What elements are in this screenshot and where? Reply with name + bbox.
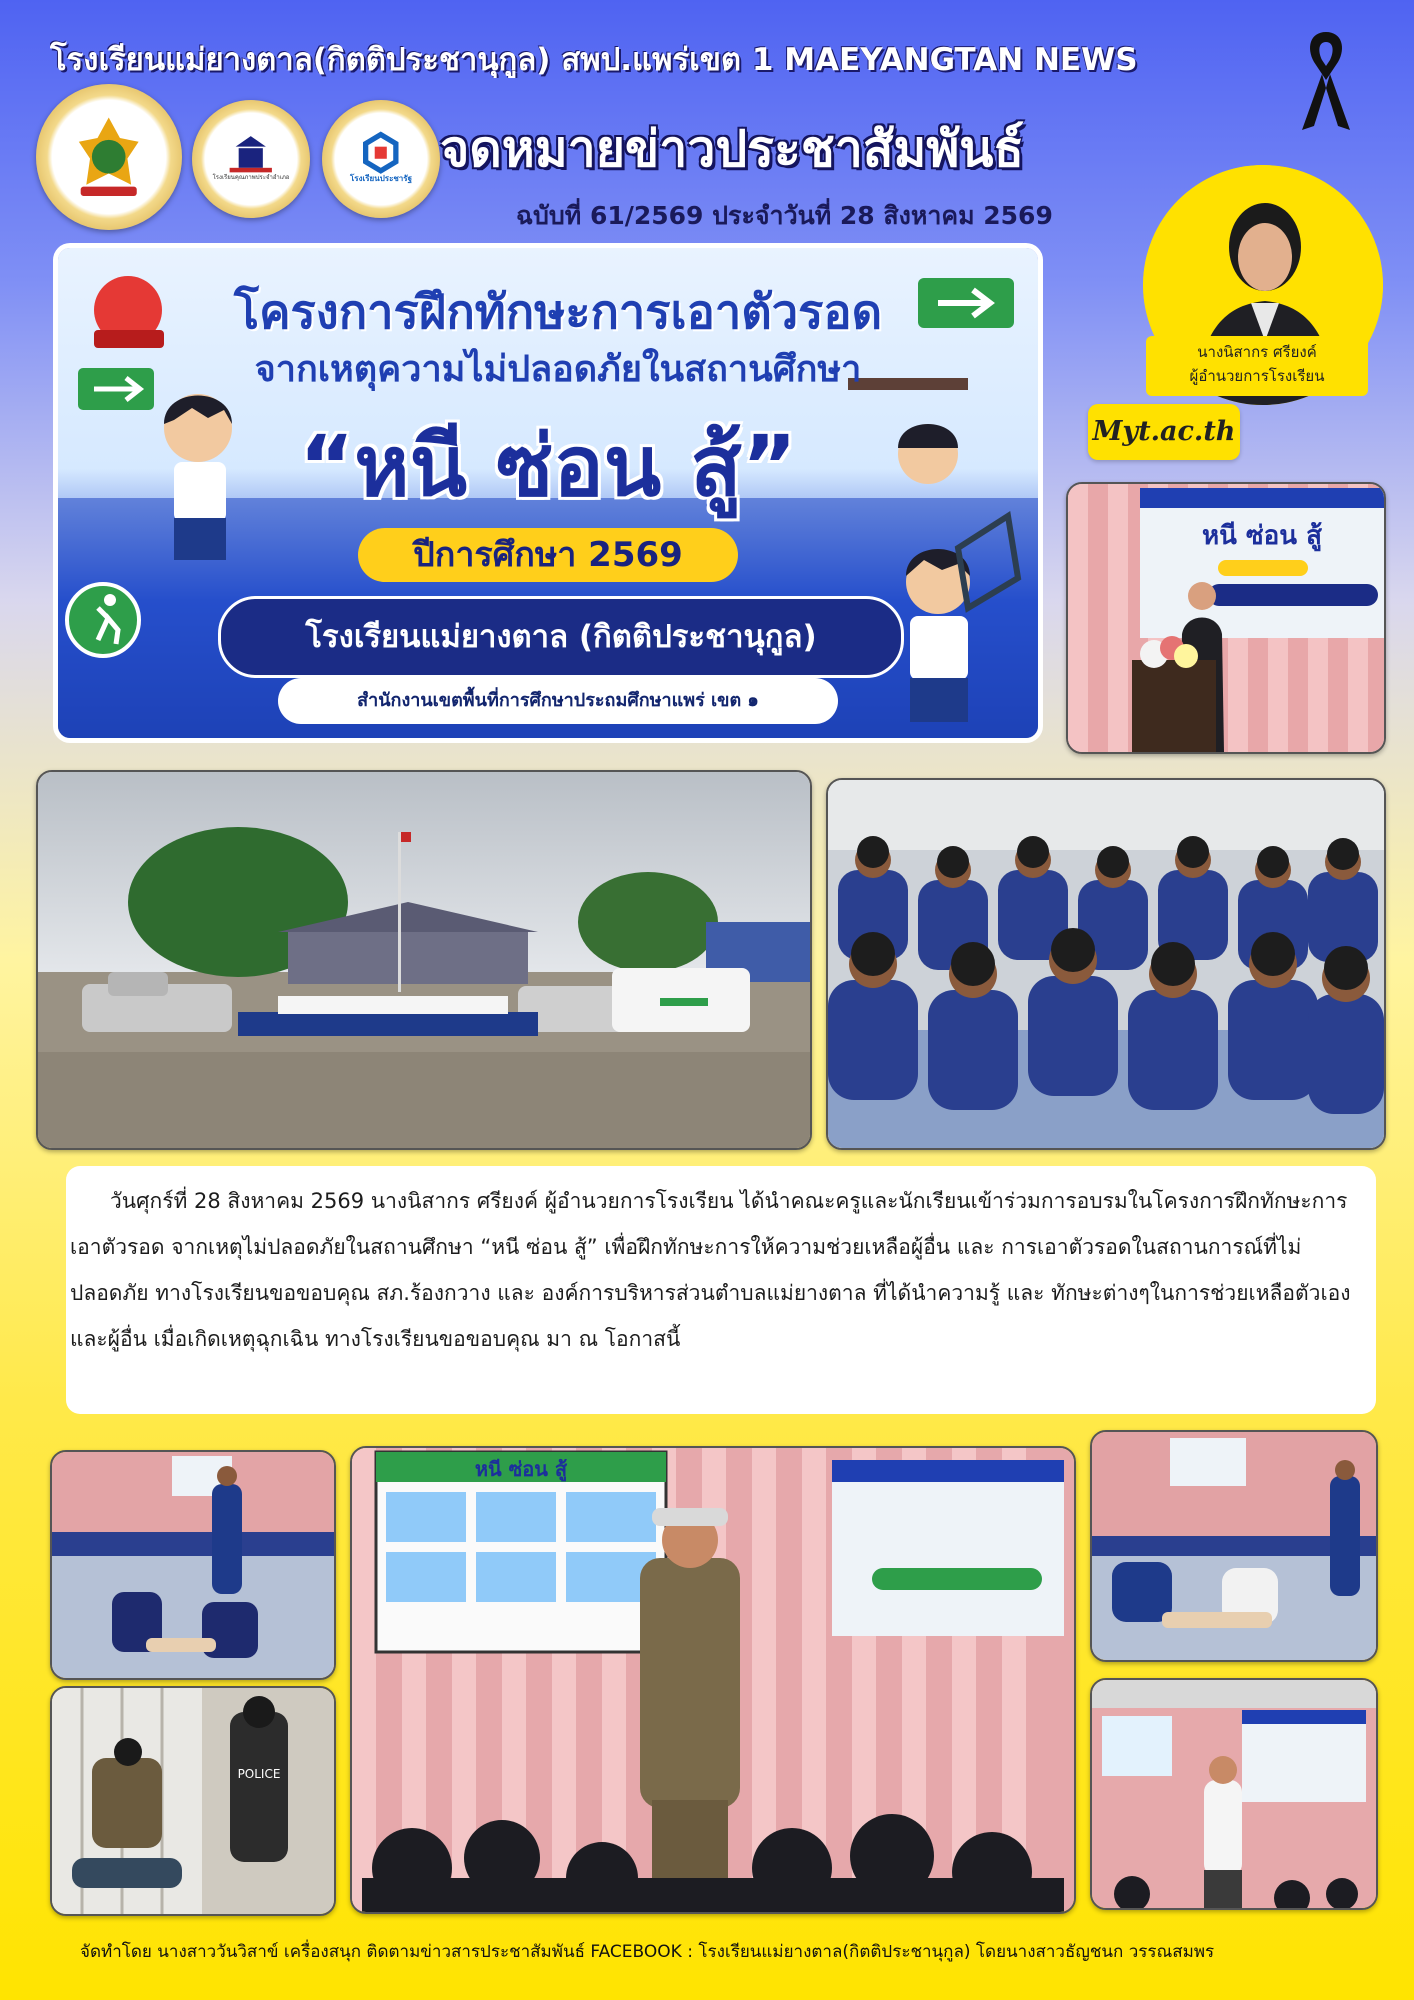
photo-field-group xyxy=(36,770,812,1150)
principal-name: นางนิสากร ศรียงค์ xyxy=(1197,343,1317,361)
photo-police-demo xyxy=(50,1686,336,1916)
banner-school-name: โรงเรียนแม่ยางตาล (กิตติประชานุกูล) xyxy=(218,596,904,678)
photo-seated-students-image xyxy=(828,780,1384,1148)
police-badge-text: POLICE xyxy=(237,1767,281,1781)
photo-presenter-image xyxy=(1068,484,1384,752)
pracharath-school-logo xyxy=(322,100,440,218)
school-crest-logo xyxy=(36,84,182,230)
photo-seated-students xyxy=(826,778,1386,1150)
pracharath-school-caption: โรงเรียนประชารัฐ xyxy=(350,174,412,183)
quality-school-caption: โรงเรียนคุณภาพประจำอำเภอ xyxy=(212,174,290,181)
photo-cpr-training-image xyxy=(1092,1432,1376,1660)
news-body-text: วันศุกร์ที่ 28 สิงหาคม 2569 นางนิสากร ศรียงค์ ผู้อำนวยการโรงเรียน ได้นำคณะครูและนักเรียนเข้าร่วมการอบรมในโครงการฝึกทักษะการเอาตัวรอด จากเหตุไม่ปลอดภัยในสถานศึกษา “หนี ซ่อน สู้” เพื่อฝึกทักษะการให้ความช่วยเหลือผู้อื่น และ การเอาตัวรอดในสถานการณ์ที่ไม่ปลอดภัย ทางโรงเรียนขอขอบคุณ สภ.ร้องกวาง และ องค์การบริหารส่วนตำบลแม่ยางตาล ที่ได้นำความรู้ และ ทักษะต่างๆในการช่วยเหลือตัวเองและผู้อื่น เมื่อเกิดเหตุฉุกเฉิน ทางโรงเรียนขอขอบคุณ มา ณ โอกาสนี้ xyxy=(70,1189,1351,1351)
banner-office-name: สำนักงานเขตพื้นที่การศึกษาประถมศึกษาแพร่ เขต ๑ xyxy=(278,678,838,724)
newsletter-headline: จดหมายข่าวประชาสัมพันธ์ xyxy=(440,120,1024,178)
poster-screen-slogan: หนี ซ่อน สู้ xyxy=(474,1457,568,1481)
photo-cpr-training xyxy=(1090,1430,1378,1662)
presenter-screen-slogan: หนี ซ่อน สู้ xyxy=(1202,521,1322,551)
quality-school-icon xyxy=(213,121,289,197)
photo-officer-talk-image xyxy=(352,1448,1074,1912)
principal-label xyxy=(1146,336,1368,396)
photo-presenter xyxy=(1066,482,1386,754)
footer-credit: จัดทำโดย นางสาววันวิสาข์ เครื่องสนุก ติดตามข่าวสารประชาสัมพันธ์ FACEBOOK : โรงเรียนแม่ยางตาล(กิตติประชานุกูล) โดยนางสาวธัญชนก วรรณสมพร xyxy=(80,1942,1215,1962)
banner-academic-year: ปีการศึกษา 2569 xyxy=(358,528,738,582)
photo-officer-talk xyxy=(350,1446,1076,1914)
masthead-title: โรงเรียนแม่ยางตาล(กิตติประชานุกูล) สพป.แพร่เขต 1 MAEYANGTAN NEWS xyxy=(50,42,1138,78)
banner-slogan: “หนี ซ่อน สู้” xyxy=(299,417,797,515)
photo-field-group-image xyxy=(38,772,810,1148)
photo-police-demo-image xyxy=(52,1688,334,1914)
quality-school-logo xyxy=(192,100,310,218)
website-link[interactable]: Myt.ac.th xyxy=(1088,404,1240,460)
photo-cpr-practice-image xyxy=(52,1452,334,1678)
mourning-ribbon-icon xyxy=(1296,26,1356,136)
school-crest-icon xyxy=(62,110,155,203)
principal-title: ผู้อำนวยการโรงเรียน xyxy=(1189,367,1325,385)
issue-date: ฉบับที่ 61/2569 ประจำวันที่ 28 สิงหาคม 2569 xyxy=(516,201,1053,230)
pracharath-school-icon xyxy=(343,121,419,197)
project-banner xyxy=(58,248,1038,738)
photo-cpr-practice xyxy=(50,1450,336,1680)
photo-speaker-image xyxy=(1092,1680,1376,1908)
photo-speaker xyxy=(1090,1678,1378,1910)
banner-title-line2: จากเหตุความไม่ปลอดภัยในสถานศึกษา xyxy=(254,349,862,390)
banner-title-line1: โครงการฝึกทักษะการเอาตัวรอด xyxy=(233,285,883,340)
